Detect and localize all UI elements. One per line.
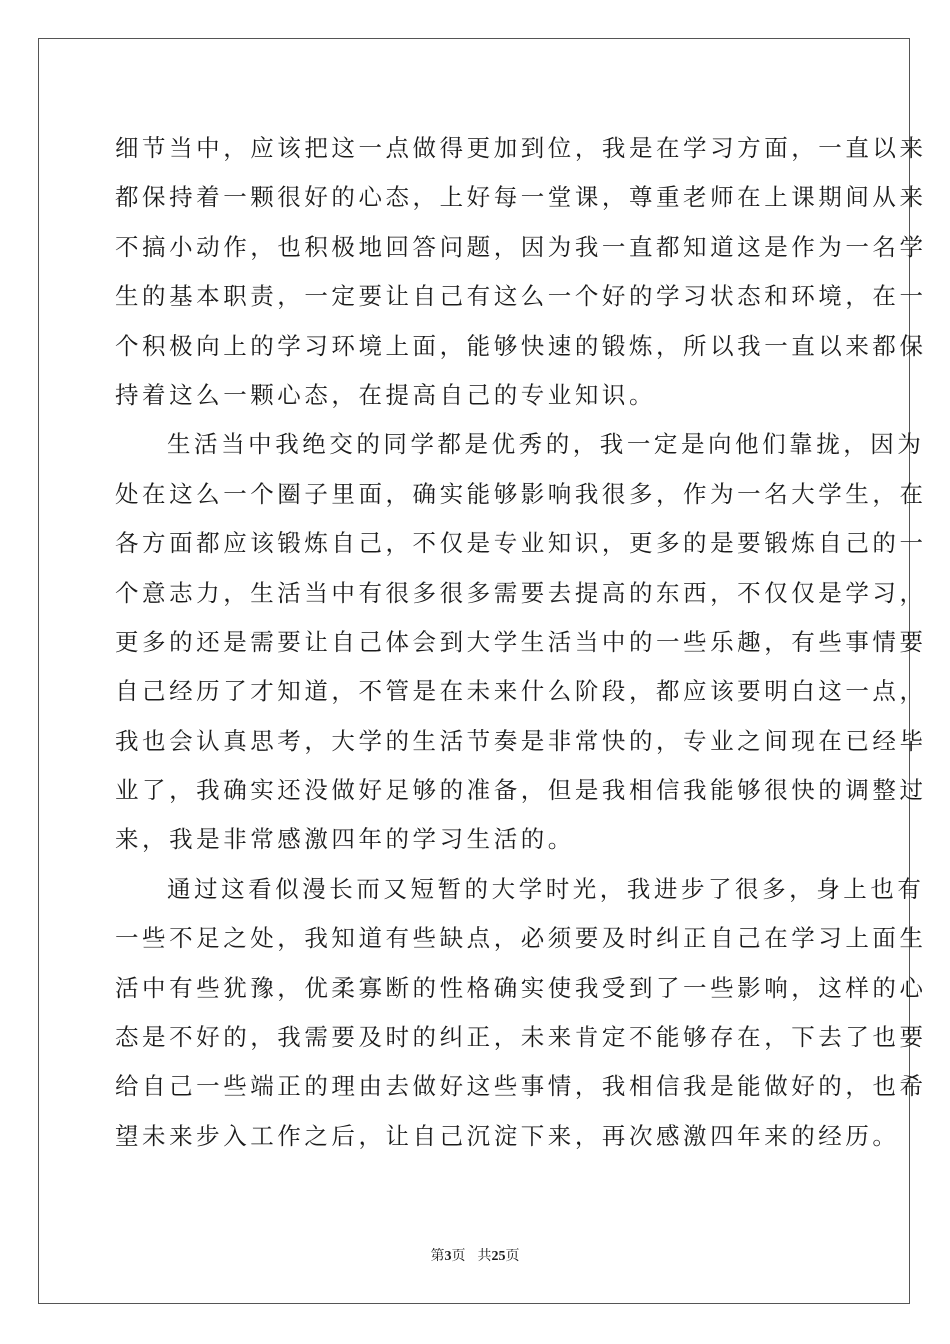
text-line: 细节当中，应该把这一点做得更加到位，我是在学习方面，一直以来 [115, 134, 927, 162]
text-line: 来，我是非常感激四年的学习生活的。 [115, 825, 575, 854]
text-line: 生的基本职责，一定要让自己有这么一个好的学习状态和环境，在一 [115, 282, 927, 311]
text-line: 处在这么一个圈子里面，确实能够影响我很多，作为一名大学生，在 [115, 479, 927, 508]
page-suffix: 页 [451, 1248, 466, 1264]
text-line: 个积极向上的学习环境上面，能够快速的锻炼，所以我一直以来都保 [115, 331, 927, 360]
paragraph-3 [115, 865, 927, 1161]
text-line: 生活当中我绝交的同学都是优秀的，我一定是向他们靠拢，因为 [167, 430, 925, 459]
text-line: 活中有些犹豫，优柔寡断的性格确实使我受到了一些影响，这样的心 [115, 973, 927, 1002]
page-footer [0, 1246, 950, 1267]
total-suffix: 页 [505, 1248, 520, 1264]
text-line: 我也会认真思考，大学的生活节奏是非常快的，专业之间现在已经毕 [115, 726, 927, 755]
paragraph-1 [115, 124, 927, 420]
text-line: 个意志力，生活当中有很多很多需要去提高的东西，不仅仅是学习， [115, 578, 927, 607]
text-line: 一些不足之处，我知道有些缺点，必须要及时纠正自己在学习上面生 [115, 924, 927, 953]
text-line: 持着这么一颗心态，在提高自己的专业知识。 [115, 380, 656, 409]
total-pages: 25 [491, 1249, 506, 1264]
page-number: 3 [444, 1249, 452, 1264]
page-prefix: 第 [430, 1248, 445, 1264]
text-line: 望未来步入工作之后，让自己沉淀下来，再次感激四年来的经历。 [115, 1121, 900, 1150]
text-line: 不搞小动作，也积极地回答问题，因为我一直都知道这是作为一名学 [115, 232, 927, 261]
text-line: 更多的还是需要让自己体会到大学生活当中的一些乐趣，有些事情要 [115, 627, 927, 656]
text-line: 给自己一些端正的理由去做好这些事情，我相信我是能做好的，也希 [115, 1072, 927, 1101]
paragraph-2 [115, 420, 927, 865]
text-line: 业了，我确实还没做好足够的准备，但是我相信我能够很快的调整过 [115, 776, 927, 805]
text-line: 都保持着一颗很好的心态，上好每一堂课，尊重老师在上课期间从来 [115, 183, 927, 212]
text-line: 各方面都应该锻炼自己，不仅是专业知识，更多的是要锻炼自己的一 [115, 529, 927, 558]
total-prefix: 共 [477, 1248, 492, 1264]
text-line: 态是不好的，我需要及时的纠正，未来肯定不能够存在，下去了也要 [115, 1023, 927, 1052]
document-body [115, 124, 927, 1161]
text-line: 自己经历了才知道，不管是在未来什么阶段，都应该要明白这一点， [115, 677, 927, 706]
text-line: 通过这看似漫长而又短暂的大学时光，我进步了很多，身上也有 [167, 874, 925, 903]
